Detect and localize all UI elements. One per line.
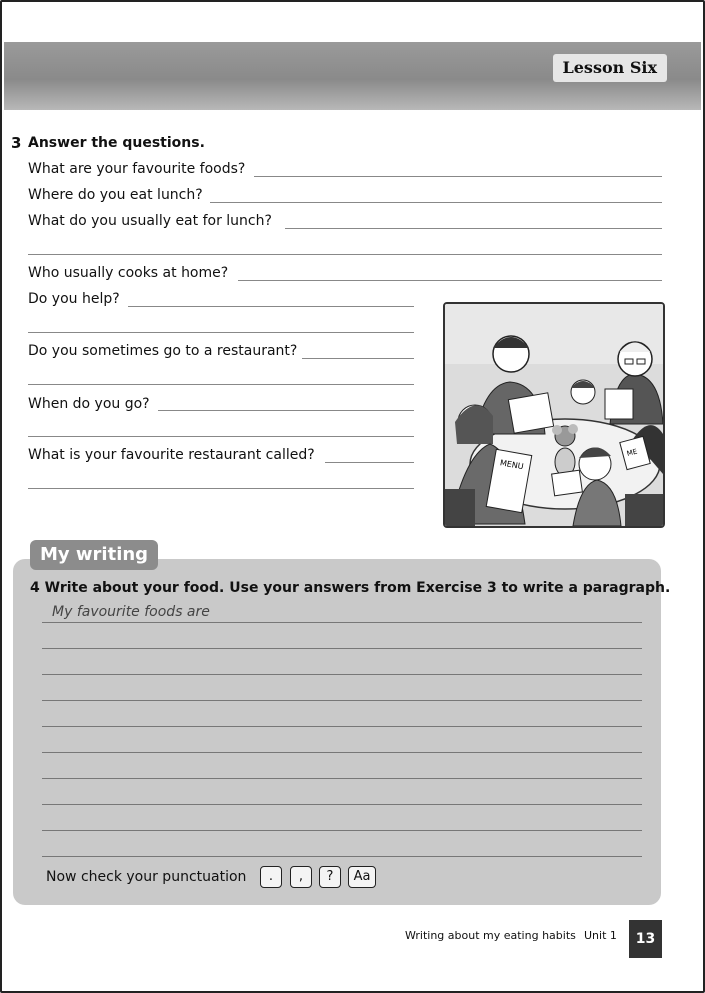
answer-line-3b[interactable] [28,254,662,255]
exercise-3-title: Answer the questions. [28,135,205,151]
writing-line-5[interactable] [42,726,642,727]
answer-line-8b[interactable] [28,488,414,489]
my-writing-heading: My writing [30,540,158,570]
page-number: 13 [629,920,662,958]
answer-line-6b[interactable] [28,384,414,385]
question-2: Where do you eat lunch? [28,187,203,203]
writing-line-3[interactable] [42,674,642,675]
comma-box: , [290,866,312,888]
footer-topic: Writing about my eating habits [405,929,576,942]
header-ghost-text [304,50,313,74]
question-7: When do you go? [28,396,150,412]
writing-line-6[interactable] [42,752,642,753]
question-3: What do you usually eat for lunch? [28,213,272,229]
answer-line-7[interactable] [158,410,414,411]
question-8: What is your favourite restaurant called? [28,447,315,463]
answer-line-3[interactable] [285,228,662,229]
menu-left-label: MENU [499,458,525,472]
writing-line-9[interactable] [42,830,642,831]
answer-line-6[interactable] [302,358,414,359]
answer-line-5b[interactable] [28,332,414,333]
writing-line-1[interactable] [42,622,642,623]
question-4: Who usually cooks at home? [28,265,229,281]
answer-line-8[interactable] [325,462,414,463]
writing-line-7[interactable] [42,778,642,779]
lesson-label: Lesson Six [553,54,668,82]
exercise-3-number: 3 [11,134,22,152]
writing-line-8[interactable] [42,804,642,805]
question-5: Do you help? [28,291,120,307]
exercise-4-instruction [30,580,670,596]
answer-line-7b[interactable] [28,436,414,437]
exercise-4-text: Write about your food. Use your answers from Exercise 3 to write a paragraph. [44,580,671,596]
question-6: Do you sometimes go to a restaurant? [28,343,298,359]
writing-line-2[interactable] [42,648,642,649]
footer-unit: Unit 1 [584,929,617,942]
writing-line-4[interactable] [42,700,642,701]
writing-starter: My favourite foods are [52,604,210,620]
punctuation-check-label: Now check your punctuation [46,869,247,885]
answer-line-5[interactable] [128,306,414,307]
answer-line-2[interactable] [210,202,662,203]
answer-line-1[interactable] [254,176,662,177]
family-restaurant-image [445,304,663,526]
answer-line-4[interactable] [238,280,662,281]
question-1: What are your favourite foods? [28,161,246,177]
full-stop-box: . [260,866,282,888]
question-mark-box: ? [319,866,341,888]
menu-right-label: ME [625,447,639,458]
restaurant-illustration [443,302,665,528]
writing-line-10[interactable] [42,856,642,857]
exercise-4-number: 4 [30,580,40,596]
capital-letters-box: Aa [348,866,376,888]
